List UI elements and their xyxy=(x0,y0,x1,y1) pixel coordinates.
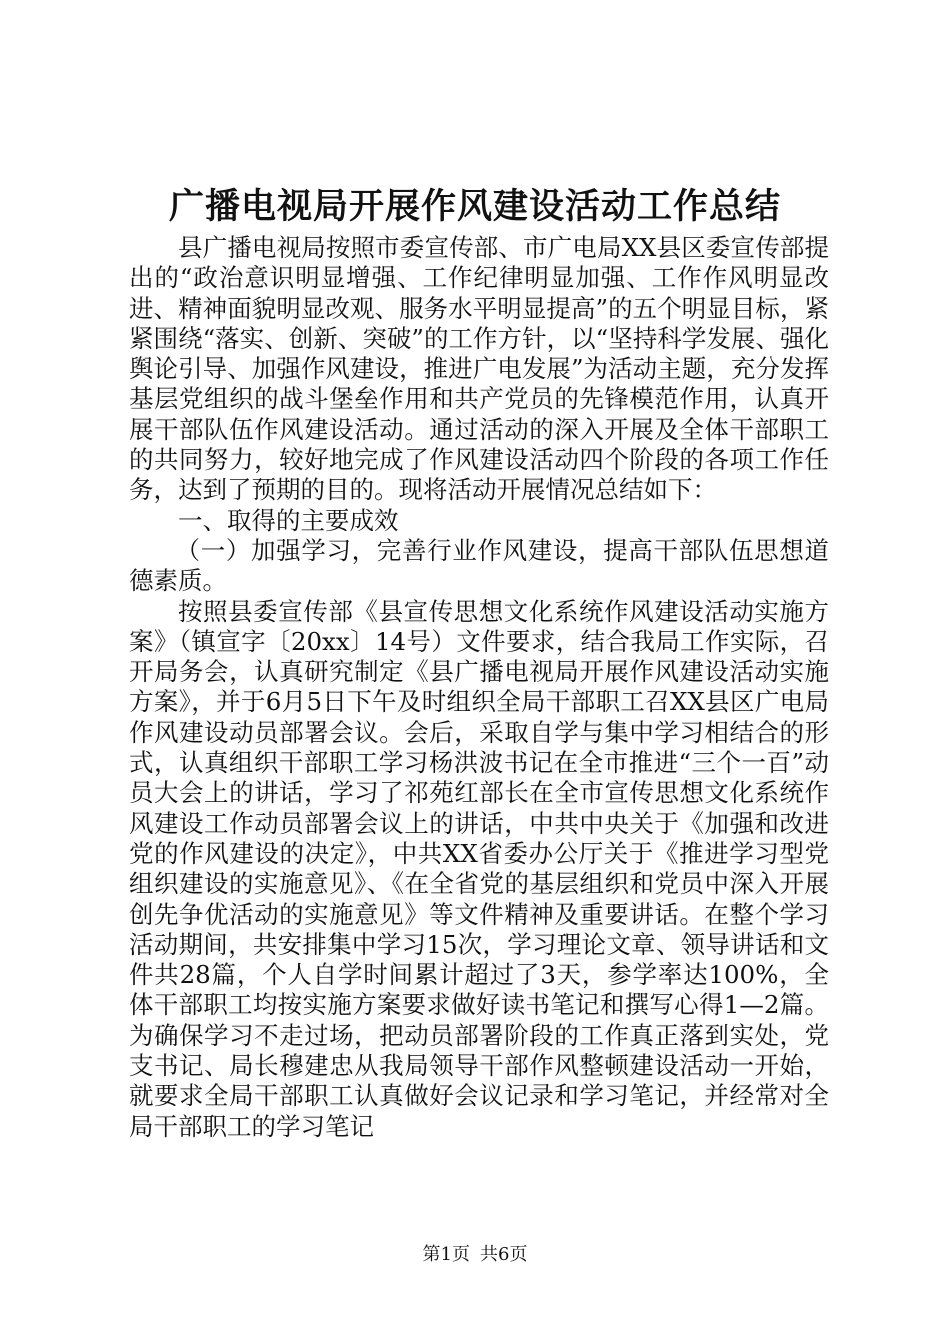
paragraph-intro: 县广播电视局按照市委宣传部、市广电局XX县区委宣传部提出的“政治意识明显增强、工作纪律明显加强、工作作风明显改进、精神面貌明显改观、服务水平明显提高”的五个明显目标，紧紧围绕“落实、创新、突破”的工作方针，以“坚持科学发展、强化舆论引导、加强作风建设，推进广电发展”为活动主题，充分发挥基层党组织的战斗堡垒作用和共产党员的先锋模范作用，认真开展干部队伍作风建设活动。通过活动的深入开展及全体干部职工的共同努力，较好地完成了作风建设活动四个阶段的各项工作任务，达到了预期的目的。现将活动开展情况总结如下： xyxy=(129,233,829,505)
document-title: 广播电视局开展作风建设活动工作总结 xyxy=(168,187,781,227)
subsection-heading: （一）加强学习，完善行业作风建设，提高干部队伍思想道德素质。 xyxy=(129,535,829,596)
paragraph-body: 按照县委宣传部《县宣传思想文化系统作风建设活动实施方案》（镇宣字〔20xx〕14号）文件要求，结合我局工作实际，召开局务会，认真研究制定《县广播电视局开展作风建设活动实施方案》，并于6月5日下午及时组织全局干部职工召XX县区广电局作风建设动员部署会议。会后，采取自学与集中学习相结合的形式，认真组织干部职工学习杨洪波书记在全市推进“三个一百”动员大会上的讲话，学习了祁苑红部长在全市宣传思想文化系统作风建设工作动员部署会议上的讲话，中共中央关于《加强和改进党的作风建设的决定》，中共XX省委办公厅关于《推进学习型党组织建设的实施意见》、《在全省党的基层组织和党员中深入开展创先争优活动的实施意见》等文件精神及重要讲话。在整个学习活动期间，共安排集中学习15次，学习理论文章、领导讲话和文件共28篇，个人自学时间累计超过了3天，参学率达100%，全体干部职工均按实施方案要求做好读书笔记和撰写心得1—2篇。为确保学习不走过场，把动员部署阶段的工作真正落到实处，党支书记、局长穆建忠从我局领导干部作风整顿建设活动一开始，就要求全局干部职工认真做好会议记录和学习笔记，并经常对全局干部职工的学习笔记 xyxy=(129,596,829,1141)
document-body xyxy=(129,233,829,1142)
page-number-total: 共6页 xyxy=(480,1244,528,1265)
page-number-current: 第1页 xyxy=(422,1244,470,1265)
section-heading: 一、取得的主要成效 xyxy=(178,505,399,535)
page-footer xyxy=(0,1243,950,1267)
